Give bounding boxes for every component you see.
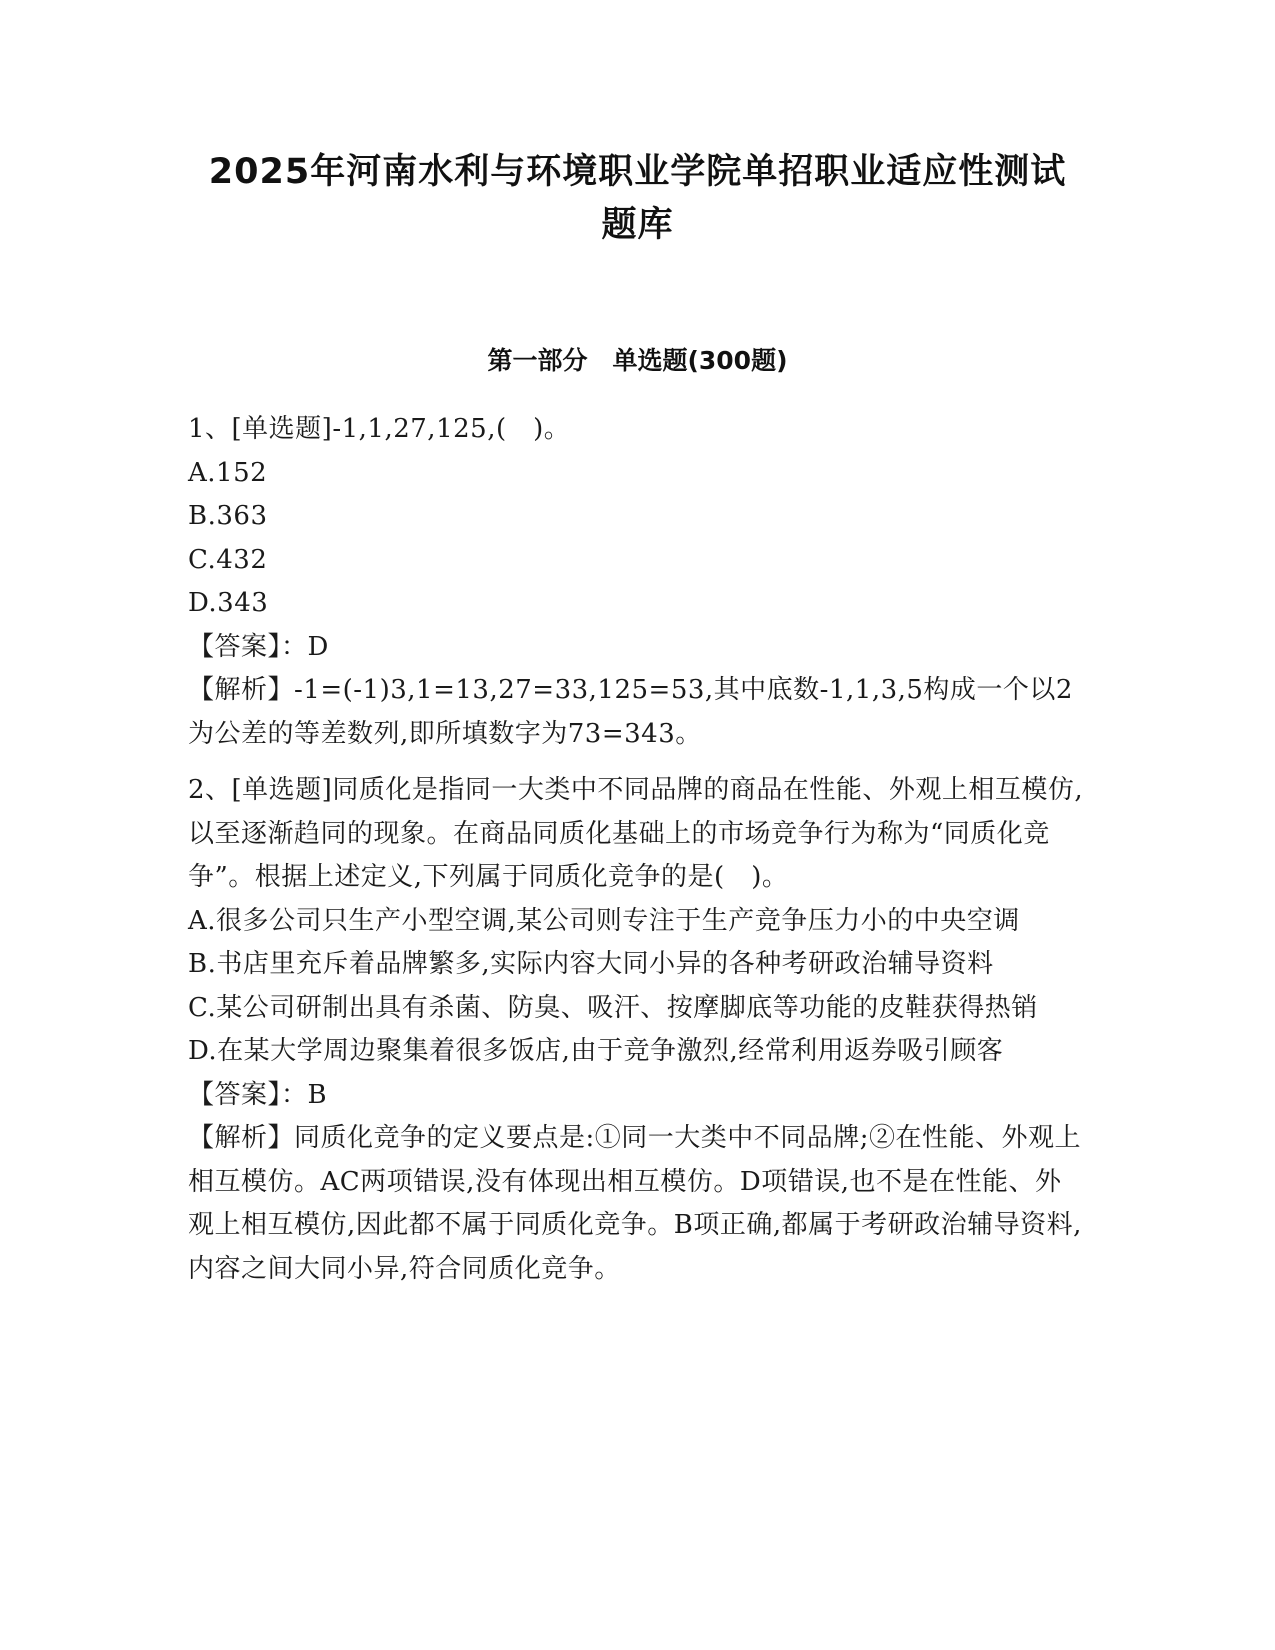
document-title [160, 146, 1115, 252]
option-b: B.363 [188, 501, 268, 531]
option-c: C.432 [188, 544, 268, 575]
option-a: A.152 [188, 457, 268, 488]
option-d: D.在某大学周边聚集着很多饭店,由于竞争激烈,经常利用返券吸引顾客 [188, 1036, 1004, 1066]
question-stem: 2、[单选题]同质化是指同一大类中不同品牌的商品在性能、外观上相互模仿,以至逐渐趋同的现象。在商品同质化基础上的市场竞争行为称为“同质化竞争”。根据上述定义,下列属于同质化竞争的是( )。 [188, 775, 1084, 892]
question-1 [188, 408, 1088, 756]
question-stem: 1、[单选题]-1,1,27,125,( )。 [188, 414, 571, 444]
question-list [188, 408, 1088, 1291]
option-c: C.某公司研制出具有杀菌、防臭、吸汗、按摩脚底等功能的皮鞋获得热销 [188, 992, 1038, 1023]
analysis-paragraph: 【解析】-1=(-1)3,1=13,27=33,125=53,其中底数-1,1,3,5构成一个以2为公差的等差数列,即所填数字为73=343。 [188, 675, 1073, 749]
answer-line: 【答案】：D [188, 631, 329, 662]
question-2 [188, 769, 1088, 1291]
document-title-line-1: 2025年河南水利与环境职业学院单招职业适应性测试 [208, 152, 1067, 192]
option-b: B.书店里充斥着品牌繁多,实际内容大同小异的各种考研政治辅导资料 [188, 949, 994, 979]
section-heading: 第一部分 单选题(300题) [487, 346, 788, 375]
answer-line: 【答案】：B [188, 1079, 328, 1110]
option-d: D.343 [188, 588, 269, 618]
analysis-paragraph: 【解析】同质化竞争的定义要点是:①同一大类中不同品牌;②在性能、外观上相互模仿。AC两项错误,没有体现出相互模仿。D项错误,也不是在性能、外观上相互模仿,因此都不属于同质化竞争。B项正确,都属于考研政治辅导资料,内容之间大同小异,符合同质化竞争。 [188, 1123, 1082, 1284]
document-title-line-2: 题库 [601, 205, 674, 245]
option-a: A.很多公司只生产小型空调,某公司则专注于生产竞争压力小的中央空调 [188, 905, 1020, 936]
